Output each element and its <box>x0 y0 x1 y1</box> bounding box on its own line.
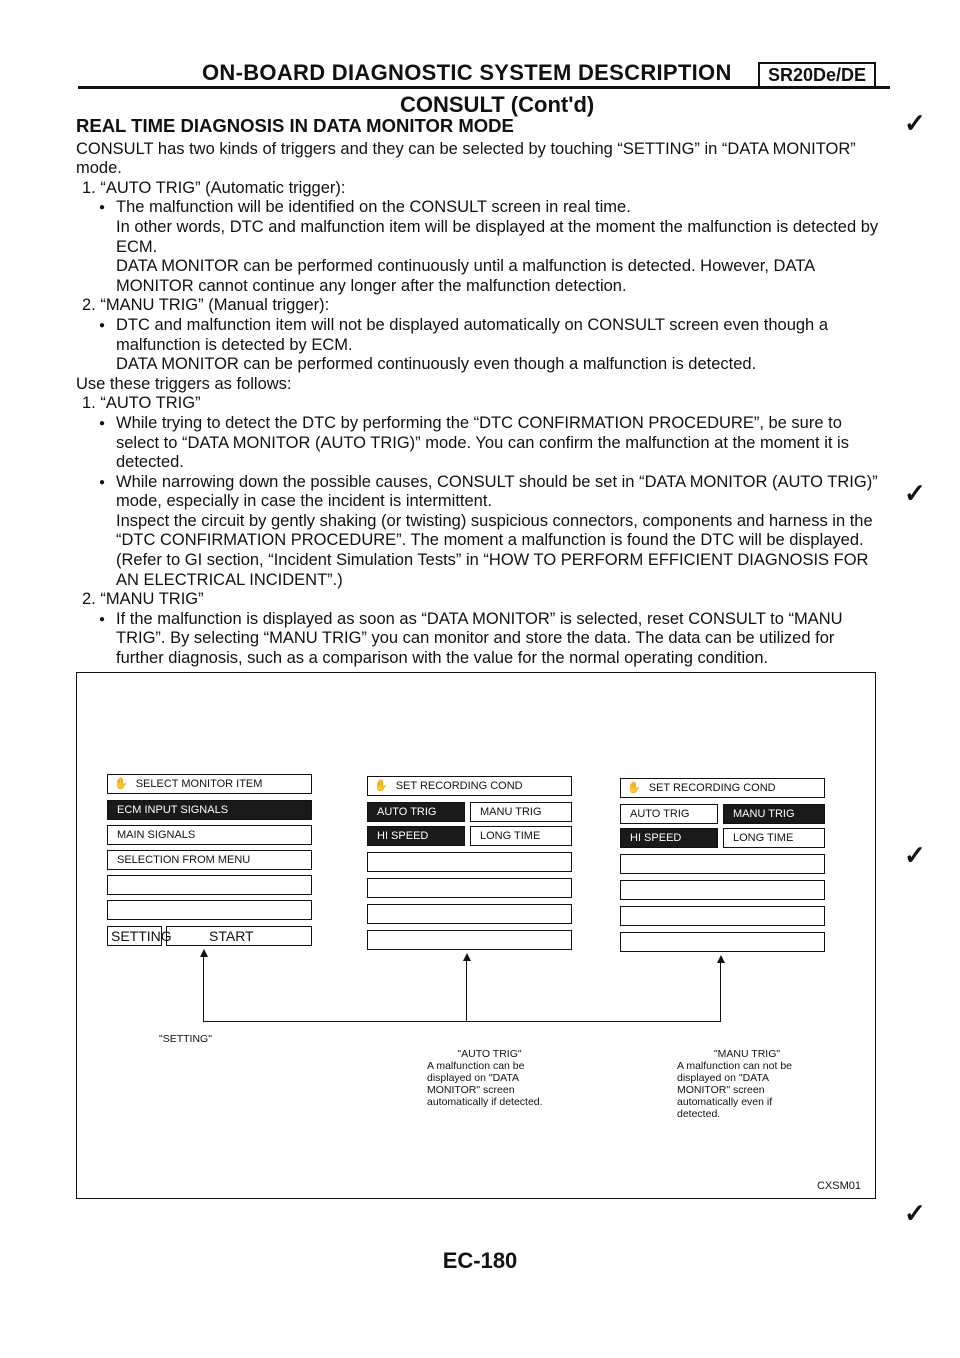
screen1-row-main-signals[interactable]: MAIN SIGNALS <box>107 825 312 845</box>
screen2-empty-row <box>367 930 572 950</box>
use1-bullet1: ● While trying to detect the DTC by performing the “DTC CONFIRMATION PROCEDURE”, be sure to select to “DATA MONITOR (AUTO TRIG)” mode. You can confirm the malfunction at the moment it is detected. <box>76 414 886 473</box>
figure-code: CXSM01 <box>816 1180 861 1192</box>
setting-button[interactable]: SETTING <box>107 926 162 946</box>
consult-hand-icon: ✋ <box>627 782 641 794</box>
screen1-title-bar <box>107 774 312 794</box>
screen1-empty-row <box>107 875 312 895</box>
header-title: ON-BOARD DIAGNOSTIC SYSTEM DESCRIPTION <box>202 60 732 85</box>
hi-speed-button[interactable]: HI SPEED <box>620 828 718 848</box>
screen3-title: SET RECORDING COND <box>648 782 776 794</box>
screen2-empty-row <box>367 878 572 898</box>
screen2-empty-row <box>367 904 572 924</box>
screen2-empty-row <box>367 852 572 872</box>
arrow-up-icon <box>200 949 208 957</box>
header-subtitle: CONSULT (Cont'd) <box>400 92 595 117</box>
screen1-empty-row <box>107 900 312 920</box>
connector-line <box>203 957 204 1021</box>
consult-screens-figure <box>76 672 876 1199</box>
trigger1-cont2: DATA MONITOR can be performed continuously until a malfunction is detected. However, DATA MONITOR cannot continue any longer after the malfunction detection. <box>116 257 815 295</box>
screen3-empty-row <box>620 854 825 874</box>
screen3-empty-row <box>620 880 825 900</box>
consult-hand-icon: ✋ <box>114 778 128 790</box>
trigger1-bullet: ● The malfunction will be identified on the CONSULT screen in real time. <box>76 198 886 218</box>
caption-auto-body: A malfunction can be displayed on "DATA MONITOR" screen automatically if detected. <box>427 1060 543 1108</box>
screen3-title-bar <box>620 778 825 798</box>
page-header <box>78 54 890 124</box>
manu-trig-button[interactable]: MANU TRIG <box>723 804 825 824</box>
screen2-title-bar <box>367 776 572 796</box>
main-content <box>76 116 886 669</box>
page-number: EC-180 <box>442 1248 518 1273</box>
trigger2-cont1: DATA MONITOR can be performed continuously even though a malfunction is detected. <box>116 355 757 374</box>
screen1-row-ecm-input[interactable]: ECM INPUT SIGNALS <box>107 800 312 820</box>
trigger1-heading: 1. “AUTO TRIG” (Automatic trigger): <box>82 178 346 197</box>
caption-manu-title: "MANU TRIG" <box>713 1048 781 1060</box>
margin-check-mark: ✓ <box>904 1198 926 1228</box>
connector-line <box>203 1021 721 1022</box>
manu-trig-button[interactable]: MANU TRIG <box>470 802 572 822</box>
trigger1-cont1: In other words, DTC and malfunction item will be displayed at the moment the malfunction is detected by ECM. <box>116 217 879 256</box>
use1-bullet2: ● While narrowing down the possible causes, CONSULT should be set in “DATA MONITOR (AUTO TRIG)” mode, especially in case the incident is intermittent. <box>76 473 886 512</box>
margin-check-mark: ✓ <box>904 840 926 870</box>
caption-setting: "SETTING" <box>159 1033 212 1045</box>
use1-cont: Inspect the circuit by gently shaking (or twisting) suspicious connectors, components and harness in the “DTC CONFIRMATION PROCEDURE”. The moment a malfunction is found the DTC will be displayed. (Refer to GI section, “Incident Simulation Tests” in “HOW TO PERFORM EFFICIENT DIAGNOSIS FOR AN ELECTRICAL INCIDENT”.) <box>116 511 873 589</box>
engine-badge: SR20De/DE <box>758 62 876 88</box>
caption-manu-body: A malfunction can not be displayed on "DATA MONITOR" screen automatically even if detected. <box>677 1060 792 1120</box>
margin-check-mark: ✓ <box>904 478 926 508</box>
margin-check-mark: ✓ <box>904 108 926 138</box>
trigger2-bullet: ● DTC and malfunction item will not be displayed automatically on CONSULT screen even though a malfunction is detected by ECM. <box>76 316 886 355</box>
connector-line <box>720 963 721 1021</box>
arrow-up-icon <box>463 953 471 961</box>
screen1-title: SELECT MONITOR ITEM <box>135 778 263 790</box>
connector-line <box>466 961 467 1021</box>
start-button[interactable]: START <box>166 926 312 946</box>
arrow-up-icon <box>717 955 725 963</box>
intro-paragraph: CONSULT has two kinds of triggers and they can be selected by touching “SETTING” in “DATA MONITOR” mode. <box>76 139 856 178</box>
consult-hand-icon: ✋ <box>374 780 388 792</box>
screen2-title: SET RECORDING COND <box>395 780 523 792</box>
trigger2-heading: 2. “MANU TRIG” (Manual trigger): <box>82 296 330 315</box>
auto-trig-button[interactable]: AUTO TRIG <box>367 802 465 822</box>
use-intro: Use these triggers as follows: <box>76 374 292 393</box>
use1-heading: 1. “AUTO TRIG” <box>82 394 201 413</box>
header-rule <box>78 86 890 89</box>
caption-auto-title: "AUTO TRIG" <box>457 1048 522 1060</box>
use2-bullet: ● If the malfunction is displayed as soon as “DATA MONITOR” is selected, reset CONSULT to “MANU TRIG”. By selecting “MANU TRIG” you can monitor and store the data. The data can be utilized for further diagnosis, such as a comparison with the value for the normal operating condition. <box>76 610 886 669</box>
use2-heading: 2. “MANU TRIG” <box>82 590 204 609</box>
auto-trig-button[interactable]: AUTO TRIG <box>620 804 718 824</box>
screen1-row-selection-menu[interactable]: SELECTION FROM MENU <box>107 850 312 870</box>
section-title: REAL TIME DIAGNOSIS IN DATA MONITOR MODE <box>76 115 514 136</box>
long-time-button[interactable]: LONG TIME <box>723 828 825 848</box>
hi-speed-button[interactable]: HI SPEED <box>367 826 465 846</box>
screen3-empty-row <box>620 932 825 952</box>
long-time-button[interactable]: LONG TIME <box>470 826 572 846</box>
screen3-empty-row <box>620 906 825 926</box>
